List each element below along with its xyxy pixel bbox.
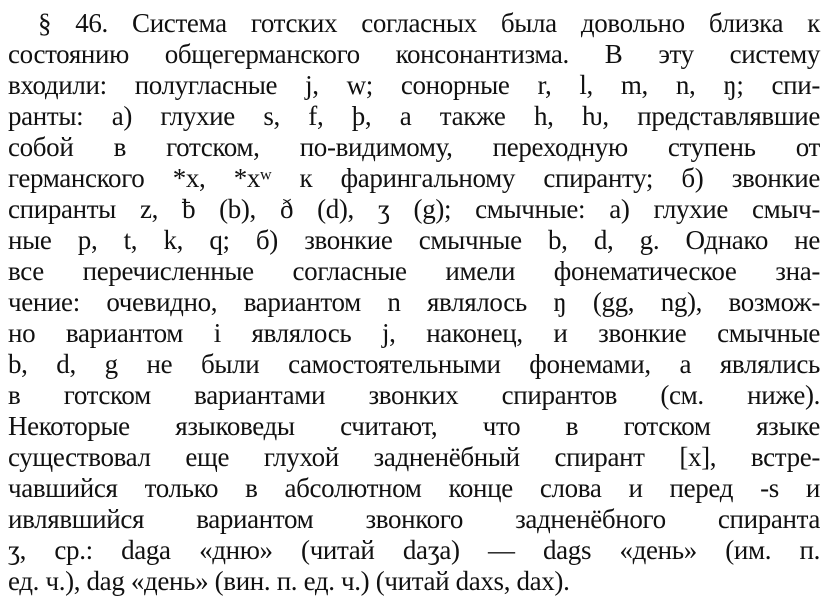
text-line: § 46. Система готских согласных была довольно близка к bbox=[38, 8, 820, 38]
text-line: собой в готском, по-видимому, переходную ступень от bbox=[8, 132, 820, 162]
text-line: ные p, t, k, q; б) звонкие смычные b, d, g. Однако не bbox=[8, 225, 820, 255]
text-line: чавшийся только в абсолютном конце слова и перед -s и bbox=[8, 473, 820, 503]
text-line: b, d, g не были самостоятельными фонемами, а являлись bbox=[8, 349, 820, 379]
text-line: ранты: а) глухие s, f, þ, а также h, ƕ, представлявшие bbox=[8, 101, 820, 131]
text-line: входили: полугласные j, w; сонорные r, l, m, n, ŋ; спи- bbox=[8, 70, 820, 100]
text-line: ед. ч.), dag «день» (вин. п. ед. ч.) (читай daxs, dax). bbox=[8, 566, 570, 596]
text-line: существовал еще глухой задненёбный спирант [x], встре- bbox=[8, 442, 820, 472]
text-line: спиранты z, ƀ (b), ð (d), ʒ (g); смычные: а) глухие смыч- bbox=[8, 194, 820, 224]
text-line: состоянию общегерманского консонантизма. В эту систему bbox=[8, 39, 820, 69]
text-line: германского *x, *xʷ к фарингальному спиранту; б) звонкие bbox=[8, 163, 820, 193]
text-line: в готском вариантами звонких спирантов (см. ниже). bbox=[8, 380, 820, 410]
document-page bbox=[8, 6, 820, 598]
text-line: ивлявшийся вариантом звонкого задненёбного спиранта bbox=[8, 504, 820, 534]
text-line: Некоторые языковеды считают, что в готском языке bbox=[8, 411, 820, 441]
text-line: все перечисленные согласные имели фонематическое зна- bbox=[8, 256, 820, 286]
text-line: ʒ, ср.: daga «дню» (читай daʒa) — dags «день» (им. п. bbox=[8, 535, 820, 565]
text-line: чение: очевидно, вариантом n являлось ŋ (gg, ng), возмож- bbox=[8, 287, 820, 317]
text-line: но вариантом i являлось j, наконец, и звонкие смычные bbox=[8, 318, 820, 348]
